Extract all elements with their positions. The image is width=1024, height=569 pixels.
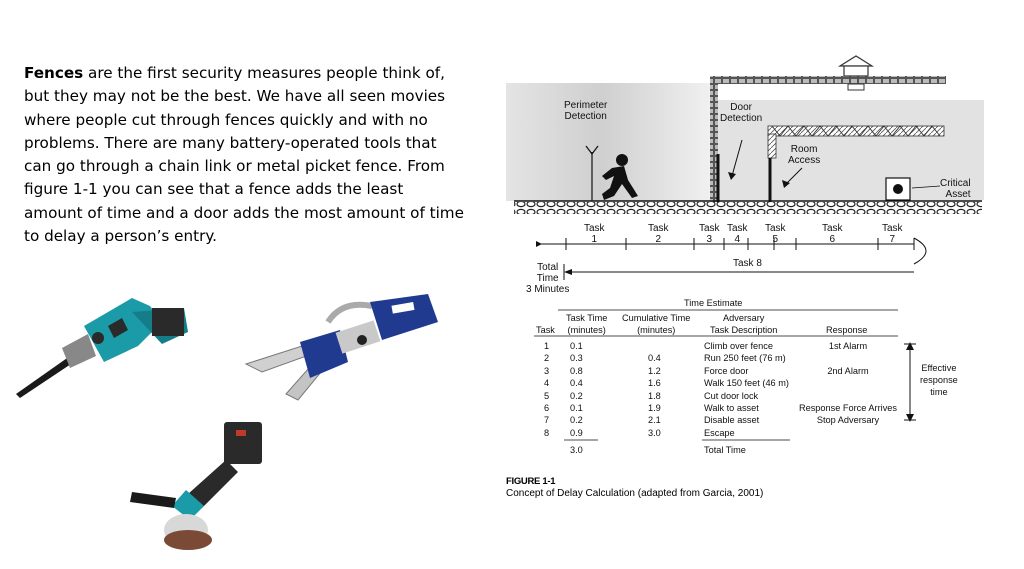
outdoor-haze — [506, 83, 716, 201]
cell-task: 5 — [544, 390, 550, 401]
table-row — [506, 414, 906, 426]
reciprocating-saw-icon — [12, 286, 192, 406]
cell-desc: Walk to asset — [704, 403, 759, 413]
angle-grinder-icon — [128, 420, 268, 552]
cell-resp: 2nd Alarm — [827, 365, 869, 376]
total-task-time: 3.0 — [570, 445, 583, 455]
task-8-label: Task 8 — [733, 258, 762, 269]
table-title: Time Estimate — [684, 298, 743, 308]
header-response: Response — [826, 325, 868, 335]
table-row — [506, 365, 906, 377]
table-row — [506, 427, 906, 439]
cell-desc: Cut door lock — [704, 390, 759, 401]
figure-1-1 — [506, 48, 1006, 518]
header-cumulative-time: Cumulative Time (minutes) — [622, 313, 691, 336]
cell-resp: 1st Alarm — [828, 341, 868, 351]
paragraph-body: are the first security measures people think of, but they may not be the best. We have all seen movies where people cut through fences quickly and with no problems. There are many battery-operated tools that can go through a chain link or metal picket fence. From figure 1-1 you can see that a fence adds the least amount of time and a door adds the most amount of time to delay a person’s entry. — [24, 64, 464, 246]
header-description: Adversary Task Description — [710, 313, 778, 336]
cell-desc: Run 250 feet (76 m) — [704, 353, 786, 364]
angle-grinder-image — [128, 420, 268, 552]
total-time-caption: Total Time — [704, 445, 746, 455]
cell-time: 0.4 — [570, 378, 583, 389]
door-detection-label: Door Detection — [720, 102, 763, 124]
cell-time: 0.8 — [570, 365, 583, 376]
room-access-label: Room Access — [788, 144, 821, 166]
perimeter-detection-label: Perimeter Detection — [564, 100, 608, 122]
cell-time: 0.2 — [570, 415, 583, 426]
cell-desc: Climb over fence — [704, 341, 773, 351]
header-task-time: Task Time (minutes) — [566, 313, 608, 336]
cell-cum: 1.2 — [648, 365, 661, 376]
cell-task: 4 — [544, 378, 550, 389]
table-row — [506, 340, 906, 352]
cell-time: 0.1 — [570, 403, 583, 413]
cell-cum: 0.4 — [648, 353, 661, 364]
cell-cum: 3.0 — [648, 427, 661, 438]
figure-caption: Concept of Delay Calculation (adapted from Garcia, 2001) — [506, 488, 764, 499]
cell-time: 0.1 — [570, 341, 583, 351]
intro-paragraph — [24, 62, 464, 248]
cell-cum: 1.8 — [648, 390, 661, 401]
cell-task: 2 — [544, 353, 550, 364]
table-row — [506, 352, 906, 364]
cell-cum: 1.9 — [648, 403, 661, 413]
cell-task: 7 — [544, 415, 550, 426]
fences-term: Fences — [24, 64, 84, 82]
cell-desc: Walk 150 feet (46 m) — [704, 378, 789, 389]
cell-desc: Escape — [704, 427, 735, 438]
cell-cum: 1.6 — [648, 378, 661, 389]
cell-task: 1 — [544, 341, 550, 351]
table-row — [506, 402, 906, 414]
task-2-label: Task 2 — [648, 223, 669, 245]
task-7-label: Task 7 — [882, 223, 903, 245]
task-5-label: Task 5 — [765, 223, 786, 245]
cell-task: 6 — [544, 403, 550, 413]
hydraulic-spreader-image — [242, 292, 442, 402]
cell-time: 0.3 — [570, 353, 583, 364]
cell-time: 0.9 — [570, 427, 583, 438]
hydraulic-spreader-icon — [242, 292, 442, 402]
roof-vent-icon — [840, 56, 872, 66]
cell-desc: Disable asset — [704, 415, 760, 426]
ground — [514, 202, 982, 214]
cell-task: 8 — [544, 427, 550, 438]
total-time-label: Total Time 3 Minutes — [526, 262, 570, 295]
header-task: Task — [536, 325, 555, 335]
task-6-label: Task 6 — [822, 223, 843, 245]
cell-cum: 2.1 — [648, 415, 661, 426]
task-1-label: Task 1 — [584, 223, 605, 245]
reciprocating-saw-image — [12, 286, 192, 406]
effective-response-time-label: Effective response time — [920, 363, 958, 398]
table-row — [506, 377, 906, 389]
cell-resp: Response Force Arrives — [798, 403, 898, 413]
building-roof — [710, 76, 946, 84]
cell-task: 3 — [544, 365, 550, 376]
table-row — [506, 390, 906, 402]
cell-desc: Force door — [704, 365, 749, 376]
task-4-label: Task 4 — [727, 223, 748, 245]
critical-asset-label: Critical Asset — [940, 178, 971, 200]
cell-resp: Stop Adversary — [816, 415, 880, 426]
task-3-label: Task 3 — [699, 223, 720, 245]
figure-number: FIGURE 1-1 — [506, 476, 556, 487]
cell-time: 0.2 — [570, 390, 583, 401]
